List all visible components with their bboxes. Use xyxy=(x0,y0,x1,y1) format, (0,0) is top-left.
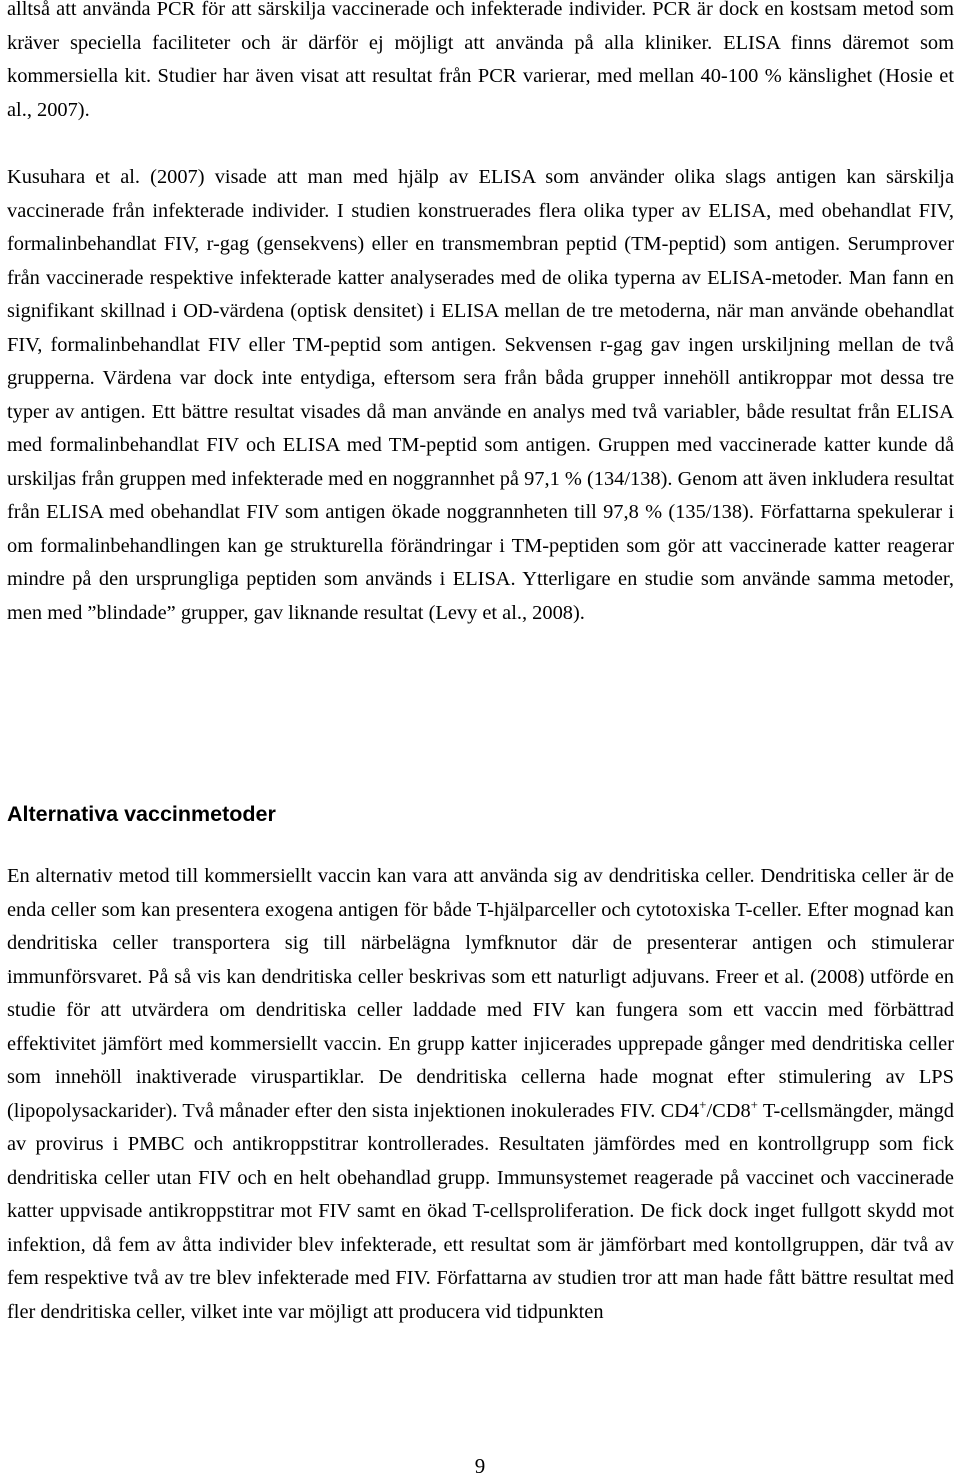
paragraph-dendritic-cells xyxy=(7,860,954,1329)
superscript-plus-cd4: + xyxy=(699,1096,707,1112)
superscript-plus-cd8: + xyxy=(750,1096,758,1112)
section-heading-alternative-vaccine-methods: Alternativa vaccinmetoder xyxy=(7,802,276,826)
paragraph-dendritic-cells-text-2: /CD8 xyxy=(706,1099,751,1122)
paragraph-dendritic-cells-text-1: En alternativ metod till kommersiellt vaccin kan vara att använda sig av dendritiska celler. Dendritiska celler är de enda celler som kan presentera exogena antigen för både T-hjälparceller och cytotoxiska T-celler. Efter mognad kan dendritiska celler transportera sig till närbelägna lymfknutor där de presenterar antigen och stimulerar immunförsvaret. På så vis kan dendritiska celler beskrivas som ett naturligt adjuvans. Freer et al. (2008) utförde en studie för att utvärdera om dendritiska celler laddade med FIV kan fungera som ett vaccin med förbättrad effektivitet jämfört med kommersiellt vaccin. En grupp katter injicerades upprepade gånger med dendritiska celler som innehöll inaktiverade viruspartiklar. De dendritiska cellerna hade mognat efter stimulering av LPS (lipopolysackarider). Två månader efter den sista injektionen inokulerades FIV. CD4 xyxy=(7,865,954,1122)
page-number: 9 xyxy=(474,1454,486,1478)
paragraph-pcr-elisa: alltså att använda PCR för att särskilja vaccinerade och infekterade individer. PCR är dock en kostsam metod som kräver speciella faciliteter och är därför ej möjligt att använda på alla kliniker. ELISA finns däremot som kommersiella kit. Studier har även visat att resultat från PCR varierar, med mellan 40-100 % känslighet (Hosie et al., 2007). xyxy=(7,0,954,121)
paragraph-kusuhara-study: Kusuhara et al. (2007) visade att man med hjälp av ELISA som använder olika slags antigen kan särskilja vaccinerade från infekterade individer. I studien konstruerades flera olika typer av ELISA, med obehandlat FIV, formalinbehandlat FIV, r-gag (gensekvens) eller en transmembran peptid (TM-peptid) som antigen. Serumprover från vaccinerade respektive infekterade katter analyserades med de olika typerna av ELISA-metoder. Man fann en signifikant skillnad i OD-värdena (optisk densitet) i ELISA mellan de tre metoderna, när man använde obehandlat FIV, formalinbehandlat FIV eller TM-peptid som antigen. Sekvensen r-gag gav ingen urskiljning mellan de två grupperna. Värdena var dock inte entydiga, eftersom sera från båda grupper innehöll antikroppar mot dessa tre typer av antigen. Ett bättre resultat visades då man använde en analys med två variabler, både resultat från ELISA med formalinbehandlat FIV och ELISA med TM-peptid som antigen. Gruppen med vaccinerade katter kunde då urskiljas från gruppen med infekterade med en noggrannhet på 97,1 % (134/138). Genom att även inkludera resultat från ELISA med obehandlat FIV som antigen ökade noggrannheten till 97,8 % (135/138). Författarna spekulerar i om formalinbehandlingen kan ge strukturella förändringar i TM-peptiden som gör att vaccinerade katter reagerar mindre på den ursprungliga peptiden som används i ELISA. Ytterligare en studie som använde samma metoder, men med ”blindade” grupper, gav liknande resultat (Levy et al., 2008). xyxy=(7,166,954,624)
paragraph-dendritic-cells-text-3: T-cellsmängder, mängd av provirus i PMBC och antikroppstitrar kontrollerades. Resultaten jämfördes med en kontrollgrupp som fick dendritiska celler utan FIV och en helt obehandlad grupp. Immunsystemet reagerade på vaccinet och vaccinerade katter uppvisade antikroppstitrar mot FIV samt en ökad T-cellsproliferation. De fick dock inget fullgott skydd mot infektion, då fem av åtta individer blev infekterade, ett resultat som är jämförbart med kontollgruppen, där två av fem respektive två av tre blev infekterade med FIV. Författarna av studien tror att man hade fått bättre resultat med fler dendritiska celler, vilket inte var möjligt att producera vid tidpunkten xyxy=(7,1099,954,1323)
